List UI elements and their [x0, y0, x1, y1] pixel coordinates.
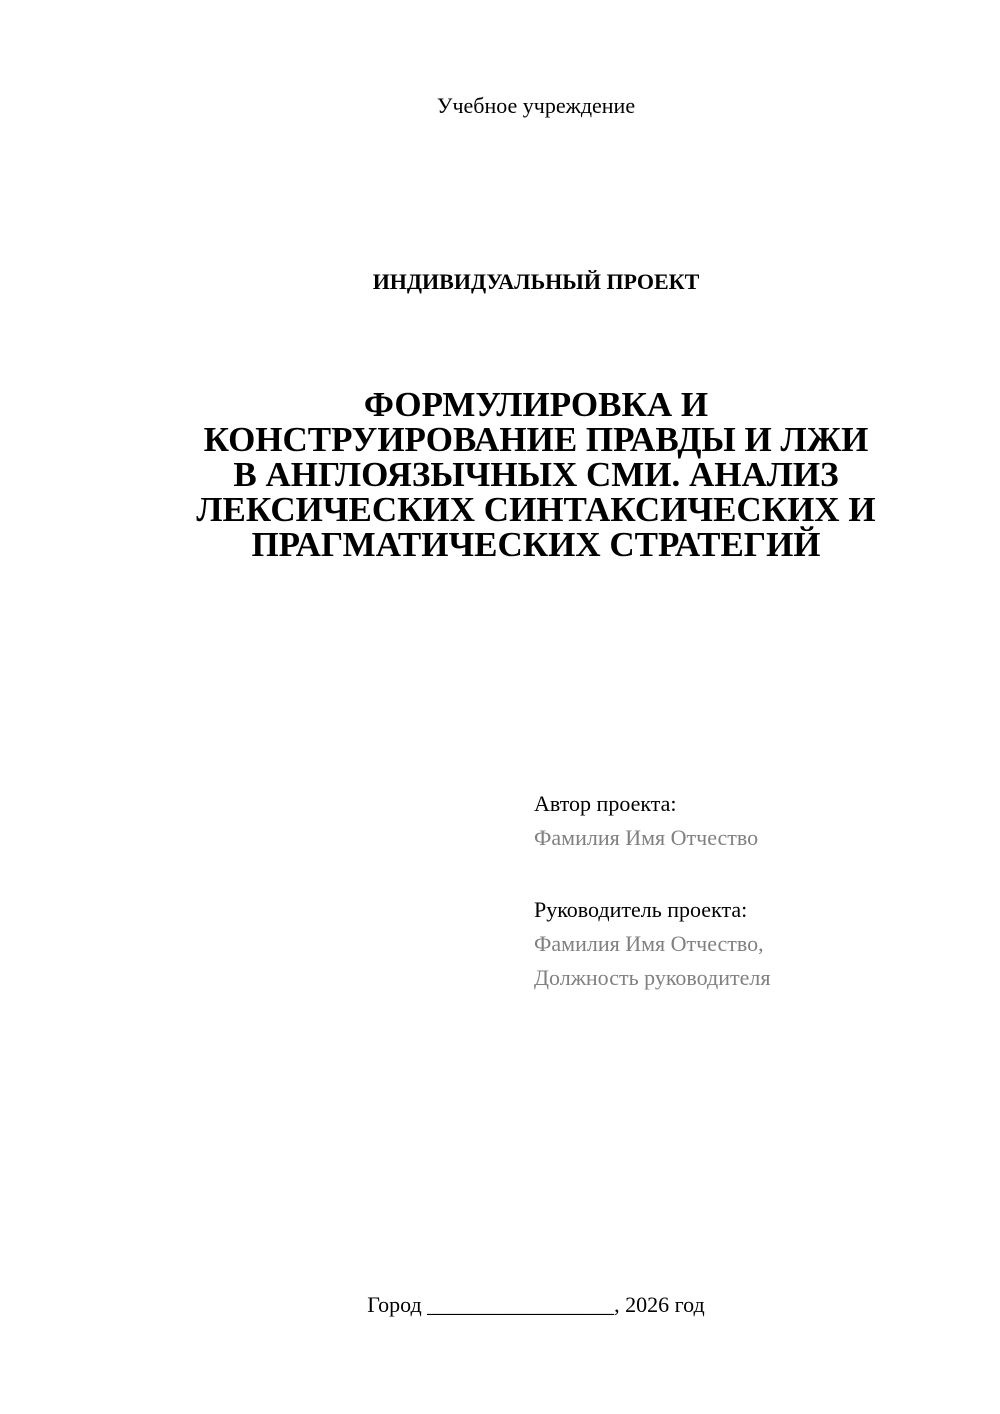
project-title-line: ПРАГМАТИЧЕСКИХ СТРАТЕГИЙ [251, 525, 821, 564]
authors-block [534, 787, 974, 995]
author-label: Автор проекта: [534, 791, 677, 816]
spacer [534, 855, 974, 893]
supervisor-name-placeholder: Фамилия Имя Отчество, [534, 931, 764, 956]
project-title-line: В АНГЛОЯЗЫЧНЫХ СМИ. АНАЛИЗ [233, 455, 839, 494]
supervisor-position-placeholder: Должность руководителя [534, 965, 771, 990]
project-type-heading: ИНДИВИДУАЛЬНЫЙ ПРОЕКТ [372, 269, 700, 294]
supervisor-label: Руководитель проекта: [534, 897, 748, 922]
author-name-placeholder: Фамилия Имя Отчество [534, 825, 759, 850]
project-title [150, 387, 922, 562]
city-year-footer: Город _________________, 2026 год [367, 1292, 705, 1317]
institution-name: Учебное учреждение [436, 93, 636, 118]
project-title-line: КОНСТРУИРОВАНИЕ ПРАВДЫ И ЛЖИ [203, 420, 869, 459]
project-title-line: ФОРМУЛИРОВКА И [363, 385, 709, 424]
project-title-line: ЛЕКСИЧЕСКИХ СИНТАКСИЧЕСКИХ И [196, 490, 876, 529]
